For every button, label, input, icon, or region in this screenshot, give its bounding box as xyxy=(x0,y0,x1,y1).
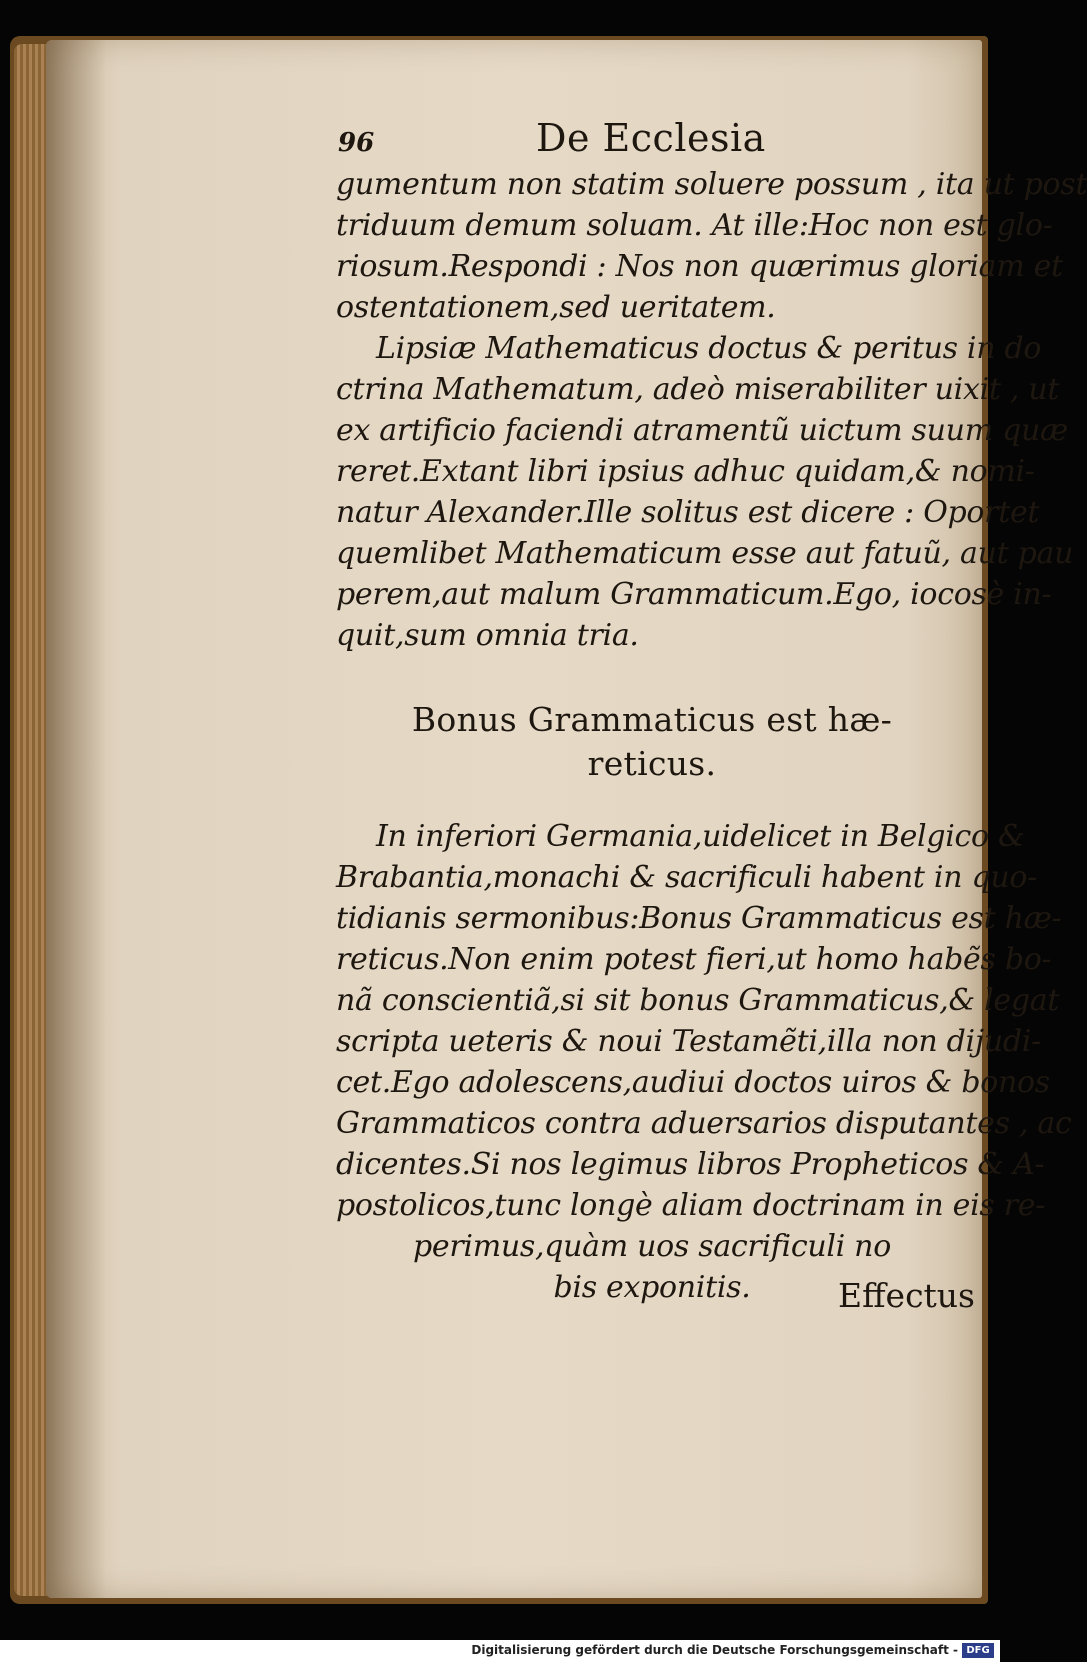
text-line: perimus,quàm uos sacrificuli no xyxy=(413,1229,891,1264)
text-line: cet.Ego adolescens,audiui doctos uiros & bonos xyxy=(336,1065,1050,1100)
text-line: nã conscientiã,si sit bonus Grammaticus,& legat xyxy=(336,983,1060,1018)
heading-line: Bonus Grammaticus est hæ- xyxy=(411,700,893,739)
heading-line: reticus. xyxy=(587,744,717,783)
catchword: Effectus xyxy=(838,1276,975,1315)
text-line: scripta ueteris & noui Testamẽti,illa non dijudi- xyxy=(336,1024,1041,1059)
text-line: dicentes.Si nos legimus libros Propheticos & A- xyxy=(336,1147,1045,1182)
text-line: postolicos,tunc longè aliam doctrinam in eis re- xyxy=(336,1188,1046,1223)
paragraph-3 xyxy=(336,816,1072,1308)
text-line: Lipsiæ Mathematicus doctus & peritus in do xyxy=(376,331,1042,366)
page-number: 96 xyxy=(338,128,375,158)
text-line: quemlibet Mathematicum esse aut fatuũ, aut pau xyxy=(336,536,1074,571)
text-line: gumentum non statim soluere possum , ita ut post xyxy=(336,167,1087,202)
dfg-logo: DFG xyxy=(962,1643,994,1658)
text-line: ex artificio faciendi atramentũ uictum suum quæ xyxy=(336,413,1068,448)
text-line: riosum.Respondi : Nos non quærimus gloriam et xyxy=(336,249,1063,284)
text-line: ctrina Mathematum, adeò miserabiliter uixit , ut xyxy=(336,372,1060,407)
text-line: reret.Extant libri ipsius adhuc quidam,& nomi- xyxy=(336,454,1035,489)
text-line: triduum demum soluam. At ille:Hoc non est glo- xyxy=(336,208,1053,243)
section-heading xyxy=(336,698,968,786)
text-line: Brabantia,monachi & sacrificuli habent in quo- xyxy=(336,860,1037,895)
footer-credit: Digitalisierung gefördert durch die Deutsche Forschungsgemeinschaft - xyxy=(471,1643,958,1657)
text-line: reticus.Non enim potest fieri,ut homo habẽs bo- xyxy=(336,942,1052,977)
text-line: bis exponitis. xyxy=(553,1270,751,1305)
text-line: tidianis sermonibus:Bonus Grammaticus est hæ- xyxy=(336,901,1062,936)
text-line: ostentationem,sed ueritatem. xyxy=(336,290,776,325)
text-line: In inferiori Germania,uidelicet in Belgico & xyxy=(376,819,1025,854)
text-block xyxy=(336,106,1087,1308)
text-line: quit,sum omnia tria. xyxy=(336,618,639,653)
text-line: natur Alexander.Ille solitus est dicere : Oportet xyxy=(336,495,1040,530)
running-title: De Ecclesia xyxy=(536,116,766,160)
text-line: perem,aut malum Grammaticum.Ego, iocosè in- xyxy=(336,577,1052,612)
gutter-shadow xyxy=(46,40,106,1598)
running-head xyxy=(336,106,968,164)
footer-bar xyxy=(0,1640,1000,1662)
paragraph-1 xyxy=(336,164,1087,328)
paragraph-2 xyxy=(336,328,1074,656)
text-line: Grammaticos contra aduersarios disputantes , ac xyxy=(336,1106,1072,1141)
